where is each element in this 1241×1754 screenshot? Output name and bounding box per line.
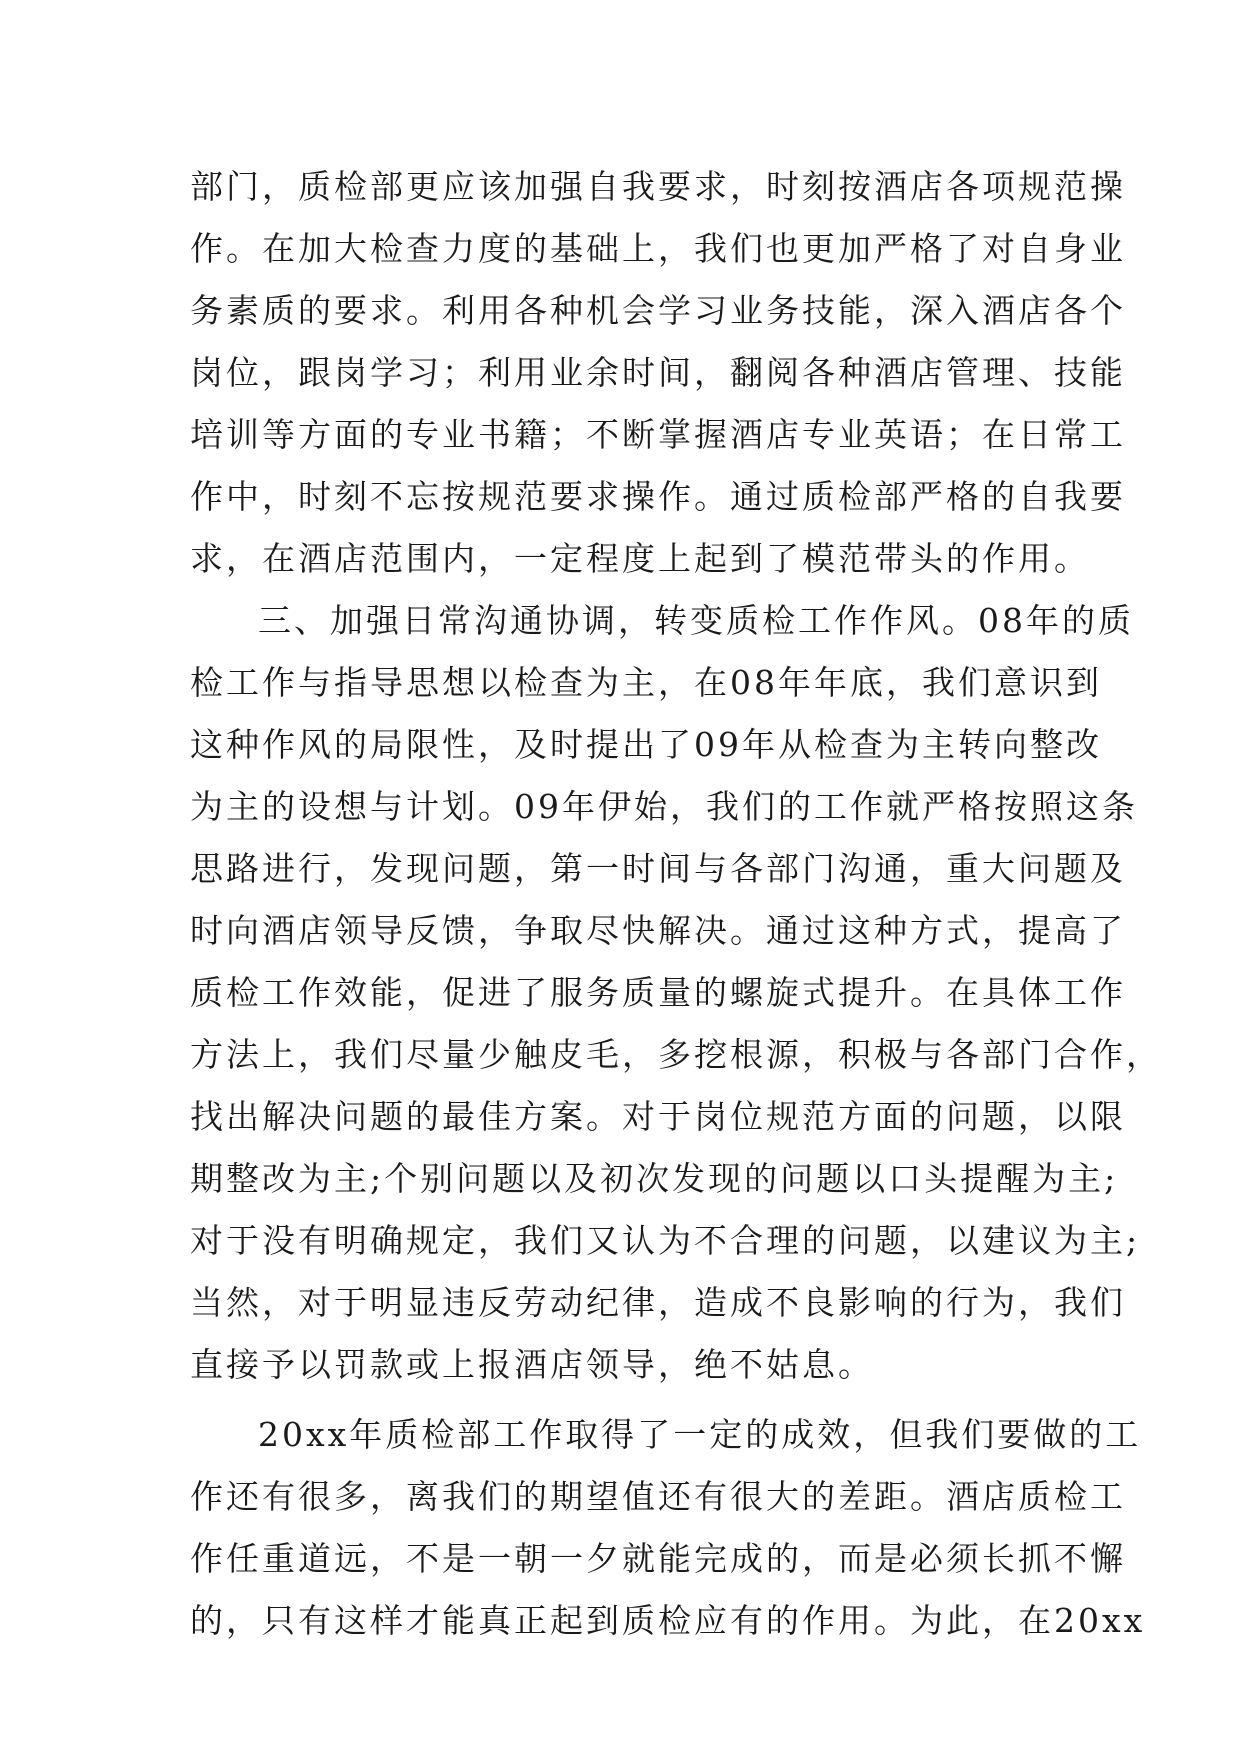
text-line: 时向酒店领导反馈，争取尽快解决。通过这种方式，提高了 [190,911,1126,950]
text-line: 培训等方面的专业书籍；不断掌握酒店专业英语；在日常工 [190,415,1126,454]
text-line: 作还有很多，离我们的期望值还有很大的差距。酒店质检工 [190,1477,1126,1516]
text-line: 求，在酒店范围内，一定程度上起到了模范带头的作用。 [190,539,1090,578]
text-line: 直接予以罚款或上报酒店领导，绝不姑息。 [190,1345,874,1384]
text-line: 作中，时刻不忘按规范要求操作。通过质检部严格的自我要 [190,477,1126,516]
text-line: 对于没有明确规定，我们又认为不合理的问题，以建议为主; [190,1221,1141,1260]
text-line: 当然，对于明显违反劳动纪律，造成不良影响的行为，我们 [190,1283,1126,1322]
body-text [190,156,1162,1652]
text-line: 思路进行，发现问题，第一时间与各部门沟通，重大问题及 [190,849,1126,888]
text-line: 岗位，跟岗学习；利用业余时间，翻阅各种酒店管理、技能 [190,353,1126,392]
text-line: 部门，质检部更应该加强自我要求，时刻按酒店各项规范操 [190,167,1126,206]
paragraph-first-line: 三、加强日常沟通协调，转变质检工作作风。08年的质 [258,601,1134,640]
text-line: 方法上，我们尽量少触皮毛，多挖根源，积极与各部门合作， [190,1035,1162,1074]
text-line: 的，只有这样才能真正起到质检应有的作用。为此，在20xx [190,1601,1146,1640]
text-line: 为主的设想与计划。09年伊始，我们的工作就严格按照这条 [190,787,1138,826]
text-line: 质检工作效能，促进了服务质量的螺旋式提升。在具体工作 [190,973,1126,1012]
text-line: 务素质的要求。利用各种机会学习业务技能，深入酒店各个 [190,291,1126,330]
text-line: 这种作风的局限性，及时提出了09年从检查为主转向整改 [190,725,1102,764]
text-line: 作。在加大检查力度的基础上，我们也更加严格了对自身业 [190,229,1126,268]
text-line: 期整改为主;个别问题以及初次发现的问题以口头提醒为主; [190,1159,1119,1198]
paragraph-first-line: 20xx年质检部工作取得了一定的成效，但我们要做的工 [258,1415,1142,1454]
text-line: 作任重道远，不是一朝一夕就能完成的，而是必须长抓不懈 [190,1539,1126,1578]
text-line: 找出解决问题的最佳方案。对于岗位规范方面的问题，以限 [190,1097,1126,1136]
text-line: 检工作与指导思想以检查为主，在08年年底，我们意识到 [190,663,1102,702]
